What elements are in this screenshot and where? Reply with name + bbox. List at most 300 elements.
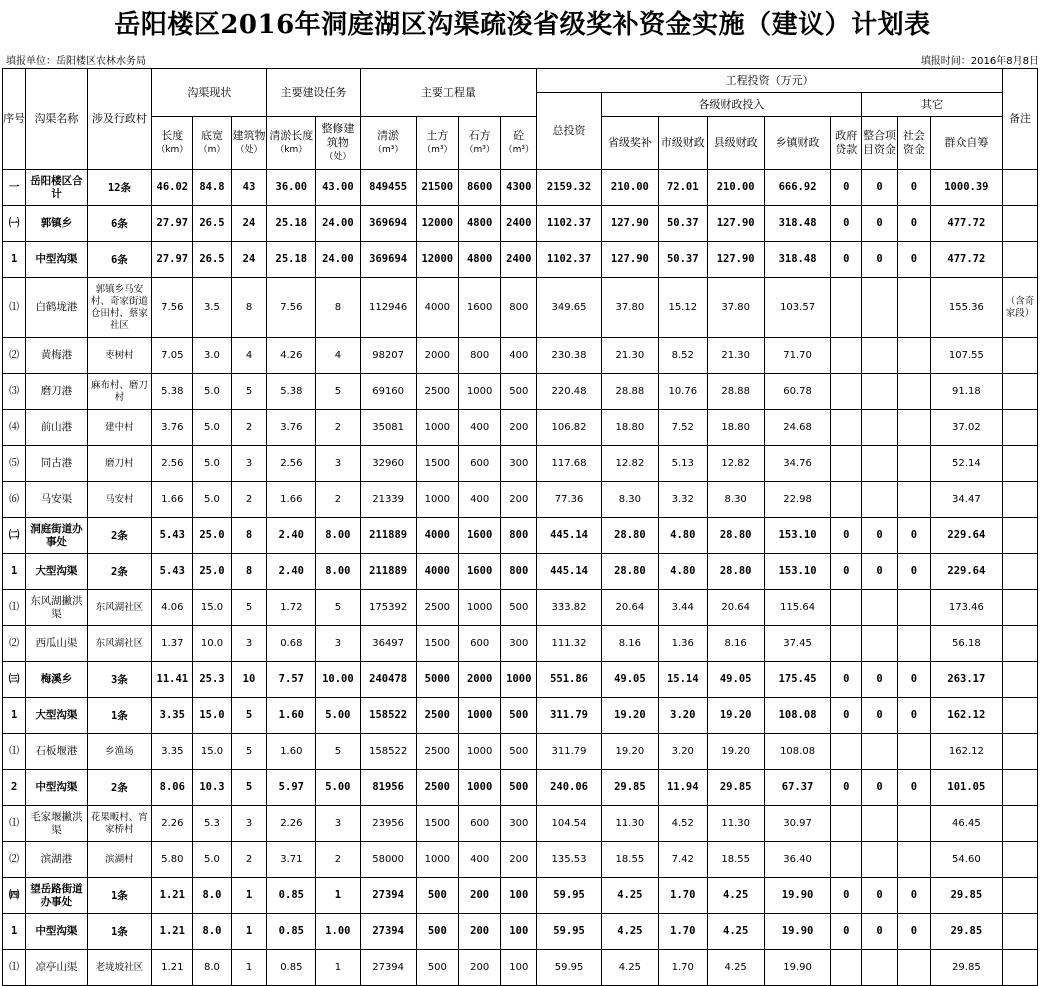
header-fiscal: 各级财政投入 xyxy=(601,93,861,117)
table-cell: ⑵ xyxy=(3,842,26,878)
table-cell xyxy=(862,590,898,626)
table-cell: 84.8 xyxy=(193,170,231,206)
table-cell: 2000 xyxy=(416,338,458,374)
table-cell: ㈡ xyxy=(3,518,26,554)
table-cell: 15.12 xyxy=(658,278,707,338)
table-cell xyxy=(898,734,931,770)
table-cell: 49.05 xyxy=(601,662,658,698)
table-cell xyxy=(1002,698,1037,734)
table-cell: 0 xyxy=(898,170,931,206)
table-cell: 0 xyxy=(831,770,862,806)
table-cell: 21500 xyxy=(416,170,458,206)
table-cell: 0 xyxy=(831,878,862,914)
table-cell: 1.36 xyxy=(658,626,707,662)
table-cell: 230.38 xyxy=(537,338,602,374)
table-cell: 0 xyxy=(831,662,862,698)
table-cell: 1.70 xyxy=(658,950,707,986)
table-cell: 5.0 xyxy=(193,374,231,410)
table-cell: ⑴ xyxy=(3,278,26,338)
table-cell: 7.56 xyxy=(267,278,316,338)
table-cell: 162.12 xyxy=(930,734,1002,770)
table-cell: ⑵ xyxy=(3,338,26,374)
table-cell: 800 xyxy=(501,554,537,590)
table-cell xyxy=(862,374,898,410)
table-cell: 马安村 xyxy=(87,482,152,518)
table-cell: 0 xyxy=(831,914,862,950)
table-cell: 2500 xyxy=(416,770,458,806)
table-cell: 400 xyxy=(458,482,500,518)
table-cell: 445.14 xyxy=(537,518,602,554)
table-cell: 7.56 xyxy=(152,278,193,338)
table-cell: 20.64 xyxy=(707,590,764,626)
table-cell: 3.76 xyxy=(267,410,316,446)
table-cell: 29.85 xyxy=(930,950,1002,986)
table-cell: 477.72 xyxy=(930,206,1002,242)
table-cell: 25.0 xyxy=(193,554,231,590)
header-width: 底宽 （m） xyxy=(193,117,231,170)
table-cell: 0 xyxy=(898,698,931,734)
table-cell: 滨湖港 xyxy=(26,842,87,878)
table-cell: 49.05 xyxy=(707,662,764,698)
table-row xyxy=(3,806,1038,842)
table-cell: 56.18 xyxy=(930,626,1002,662)
table-cell: 3.35 xyxy=(152,734,193,770)
table-cell: 0 xyxy=(898,770,931,806)
table-cell: 8 xyxy=(231,518,267,554)
table-cell: 中型沟渠 xyxy=(26,242,87,278)
table-cell: 211889 xyxy=(360,518,416,554)
table-cell: 0 xyxy=(898,554,931,590)
table-cell: 4.25 xyxy=(601,878,658,914)
table-cell: 3 xyxy=(231,626,267,662)
table-cell: 25.18 xyxy=(267,206,316,242)
table-cell: 28.80 xyxy=(601,554,658,590)
table-cell: 4 xyxy=(231,338,267,374)
table-cell: 15.0 xyxy=(193,698,231,734)
table-cell: 5.0 xyxy=(193,410,231,446)
table-cell: 220.48 xyxy=(537,374,602,410)
table-cell: 2400 xyxy=(501,242,537,278)
table-cell: 1.70 xyxy=(658,914,707,950)
table-cell: 1 xyxy=(231,878,267,914)
table-cell xyxy=(898,278,931,338)
table-cell: 173.46 xyxy=(930,590,1002,626)
table-cell: 0 xyxy=(862,698,898,734)
table-cell: ⑴ xyxy=(3,806,26,842)
table-cell: 46.02 xyxy=(152,170,193,206)
table-cell: 4 xyxy=(316,338,360,374)
table-cell: 2500 xyxy=(416,374,458,410)
table-cell: 18.80 xyxy=(601,410,658,446)
table-cell: 54.60 xyxy=(930,842,1002,878)
table-cell: 3 xyxy=(231,446,267,482)
table-cell: 229.64 xyxy=(930,518,1002,554)
table-cell: 1000 xyxy=(416,842,458,878)
table-cell: 600 xyxy=(458,626,500,662)
table-cell: ⑹ xyxy=(3,482,26,518)
table-cell: 5.00 xyxy=(316,698,360,734)
table-cell: ⑴ xyxy=(3,950,26,986)
table-cell xyxy=(831,626,862,662)
table-cell: 0 xyxy=(862,170,898,206)
table-cell: 300 xyxy=(501,446,537,482)
table-cell: 0 xyxy=(898,206,931,242)
table-cell: 666.92 xyxy=(764,170,831,206)
table-cell: 4300 xyxy=(501,170,537,206)
table-cell: 46.45 xyxy=(930,806,1002,842)
table-cell xyxy=(1002,806,1037,842)
table-cell: 1102.37 xyxy=(537,242,602,278)
table-cell: 1 xyxy=(231,914,267,950)
table-cell: 127.90 xyxy=(707,206,764,242)
table-cell xyxy=(898,842,931,878)
table-cell: 27.97 xyxy=(152,242,193,278)
table-cell: 5.38 xyxy=(152,374,193,410)
table-cell: 3.32 xyxy=(658,482,707,518)
table-cell xyxy=(1002,554,1037,590)
table-cell: 前山港 xyxy=(26,410,87,446)
table-cell: 23956 xyxy=(360,806,416,842)
table-row xyxy=(3,770,1038,806)
table-cell xyxy=(1002,338,1037,374)
table-cell: 72.01 xyxy=(658,170,707,206)
table-cell: 111.32 xyxy=(537,626,602,662)
table-cell: 3.71 xyxy=(267,842,316,878)
table-cell: 1 xyxy=(3,554,26,590)
table-cell: 花果畈村、宵家桥村 xyxy=(87,806,152,842)
table-cell: 35081 xyxy=(360,410,416,446)
table-cell: 445.14 xyxy=(537,554,602,590)
page-title: 岳阳楼区2016年洞庭湖区沟渠疏浚省级奖补资金实施（建议）计划表 xyxy=(114,10,931,40)
table-cell: 200 xyxy=(501,410,537,446)
table-cell: 1000 xyxy=(416,482,458,518)
table-cell: 59.95 xyxy=(537,914,602,950)
table-cell: 岳阳楼区合计 xyxy=(26,170,87,206)
table-cell: 18.55 xyxy=(707,842,764,878)
table-cell: 1600 xyxy=(458,554,500,590)
table-cell: 郭镇乡 xyxy=(26,206,87,242)
table-cell: 0.68 xyxy=(267,626,316,662)
table-cell: 115.64 xyxy=(764,590,831,626)
table-cell: 8.0 xyxy=(193,878,231,914)
table-cell: 22.98 xyxy=(764,482,831,518)
table-cell: 1条 xyxy=(87,878,152,914)
table-cell: 50.37 xyxy=(658,242,707,278)
table-cell: 7.57 xyxy=(267,662,316,698)
table-cell xyxy=(1002,626,1037,662)
table-cell xyxy=(831,446,862,482)
table-cell: 24.68 xyxy=(764,410,831,446)
table-row xyxy=(3,338,1038,374)
table-cell: 37.80 xyxy=(601,278,658,338)
table-cell: 0 xyxy=(862,770,898,806)
table-cell: 西瓜山渠 xyxy=(26,626,87,662)
table-cell: 8.0 xyxy=(193,950,231,986)
table-cell: ⑷ xyxy=(3,410,26,446)
table-cell: 19.20 xyxy=(707,734,764,770)
table-cell: 8.30 xyxy=(601,482,658,518)
table-cell: 4000 xyxy=(416,518,458,554)
table-cell: 5 xyxy=(231,734,267,770)
table-cell: 2159.32 xyxy=(537,170,602,206)
table-cell: 3条 xyxy=(87,662,152,698)
table-cell: 19.90 xyxy=(764,878,831,914)
header-town: 乡镇财政 xyxy=(764,117,831,170)
table-cell: 老垅坡社区 xyxy=(87,950,152,986)
table-cell: 15.14 xyxy=(658,662,707,698)
table-cell: 5 xyxy=(231,770,267,806)
table-cell xyxy=(898,410,931,446)
table-cell: ⑴ xyxy=(3,734,26,770)
table-cell: 21.30 xyxy=(707,338,764,374)
table-cell: 2.56 xyxy=(267,446,316,482)
table-cell: 2 xyxy=(316,842,360,878)
header-works: 主要工程量 xyxy=(360,69,537,117)
table-cell xyxy=(1002,842,1037,878)
table-cell: 2 xyxy=(231,482,267,518)
header-county: 县级财政 xyxy=(707,117,764,170)
table-cell: 0.85 xyxy=(267,878,316,914)
header-mass: 群众自筹 xyxy=(930,117,1002,170)
table-cell: 1000 xyxy=(501,662,537,698)
table-cell: 8.30 xyxy=(707,482,764,518)
table-cell xyxy=(862,950,898,986)
table-cell: 3 xyxy=(316,446,360,482)
table-cell: 梅溪乡 xyxy=(26,662,87,698)
table-cell: （含奇家段） xyxy=(1002,278,1037,338)
table-cell: 马安渠 xyxy=(26,482,87,518)
table-cell: 2 xyxy=(231,410,267,446)
table-cell: 0.85 xyxy=(267,950,316,986)
table-row xyxy=(3,950,1038,986)
table-cell: 77.36 xyxy=(537,482,602,518)
table-cell: 1 xyxy=(316,950,360,986)
table-cell: 127.90 xyxy=(601,206,658,242)
table-cell: 0 xyxy=(862,242,898,278)
table-cell: ⑸ xyxy=(3,446,26,482)
table-cell: 800 xyxy=(501,278,537,338)
table-cell: 5 xyxy=(316,590,360,626)
table-cell: 98207 xyxy=(360,338,416,374)
table-cell: 12.82 xyxy=(601,446,658,482)
table-cell: 240478 xyxy=(360,662,416,698)
table-cell: 18.80 xyxy=(707,410,764,446)
header-repair: 整修建筑物 （处） xyxy=(316,117,360,170)
table-cell: 34.47 xyxy=(930,482,1002,518)
table-cell: 106.82 xyxy=(537,410,602,446)
table-cell: 磨刀村 xyxy=(87,446,152,482)
table-cell: 19.20 xyxy=(601,734,658,770)
table-row xyxy=(3,878,1038,914)
table-cell: 4.25 xyxy=(707,914,764,950)
table-cell: 同古港 xyxy=(26,446,87,482)
table-cell xyxy=(831,338,862,374)
header-dredge-length: 清淤长度 （km） xyxy=(267,117,316,170)
table-cell: 300 xyxy=(501,806,537,842)
table-cell: 158522 xyxy=(360,734,416,770)
table-cell: 洞庭街道办事处 xyxy=(26,518,87,554)
table-cell: 27394 xyxy=(360,878,416,914)
table-cell xyxy=(1002,734,1037,770)
table-cell: 3.44 xyxy=(658,590,707,626)
table-cell: 8.16 xyxy=(601,626,658,662)
table-cell: 2 xyxy=(316,410,360,446)
table-cell: 50.37 xyxy=(658,206,707,242)
table-cell: 29.85 xyxy=(707,770,764,806)
table-cell: 34.76 xyxy=(764,446,831,482)
table-cell: 300 xyxy=(501,626,537,662)
table-cell: 3.0 xyxy=(193,338,231,374)
table-row xyxy=(3,626,1038,662)
table-cell: 大型沟渠 xyxy=(26,698,87,734)
table-cell: 1000 xyxy=(458,770,500,806)
table-cell: 200 xyxy=(501,482,537,518)
table-cell: 2000 xyxy=(458,662,500,698)
table-cell: 8.00 xyxy=(316,518,360,554)
table-cell: 200 xyxy=(458,914,500,950)
table-cell: 27394 xyxy=(360,950,416,986)
table-cell: ㈠ xyxy=(3,206,26,242)
table-cell: 5.97 xyxy=(267,770,316,806)
table-cell: 200 xyxy=(458,950,500,986)
table-cell: 5.3 xyxy=(193,806,231,842)
table-cell: 8 xyxy=(231,278,267,338)
table-cell: 4.52 xyxy=(658,806,707,842)
table-cell: 15.0 xyxy=(193,734,231,770)
header-remark: 备注 xyxy=(1002,69,1037,170)
table-cell: 4.25 xyxy=(601,914,658,950)
table-cell xyxy=(831,806,862,842)
table-cell: 1.21 xyxy=(152,914,193,950)
table-cell: 磨刀港 xyxy=(26,374,87,410)
table-cell: ㈣ xyxy=(3,878,26,914)
table-cell xyxy=(898,482,931,518)
table-cell: 11.94 xyxy=(658,770,707,806)
table-cell: 1000 xyxy=(458,734,500,770)
table-cell: 108.08 xyxy=(764,698,831,734)
table-cell: 59.95 xyxy=(537,950,602,986)
table-cell xyxy=(831,842,862,878)
table-cell: 0 xyxy=(831,698,862,734)
table-cell: ⑶ xyxy=(3,374,26,410)
table-cell: 800 xyxy=(458,338,500,374)
table-cell: 1 xyxy=(3,242,26,278)
table-row xyxy=(3,662,1038,698)
table-cell: 5.38 xyxy=(267,374,316,410)
header-loan: 政府贷款 xyxy=(831,117,862,170)
table-cell xyxy=(898,374,931,410)
table-cell: 158522 xyxy=(360,698,416,734)
table-cell: 1000 xyxy=(416,410,458,446)
table-body xyxy=(3,170,1038,986)
table-cell: 32960 xyxy=(360,446,416,482)
table-cell: 5 xyxy=(316,374,360,410)
table-cell: 石板堰港 xyxy=(26,734,87,770)
table-cell: 162.12 xyxy=(930,698,1002,734)
table-cell: 37.02 xyxy=(930,410,1002,446)
table-cell: 318.48 xyxy=(764,242,831,278)
table-cell xyxy=(831,374,862,410)
table-cell: 4.25 xyxy=(601,950,658,986)
table-cell: 建中村 xyxy=(87,410,152,446)
table-cell: 黄梅港 xyxy=(26,338,87,374)
table-cell: 29.85 xyxy=(601,770,658,806)
header-buildings: 建筑物 （处） xyxy=(231,117,267,170)
table-cell: 5.13 xyxy=(658,446,707,482)
table-row xyxy=(3,518,1038,554)
table-cell xyxy=(1002,950,1037,986)
table-cell: 2 xyxy=(231,842,267,878)
table-cell: 3 xyxy=(316,626,360,662)
table-cell: 127.90 xyxy=(601,242,658,278)
table-cell: 一 xyxy=(3,170,26,206)
plan-table xyxy=(2,68,1038,986)
table-cell: 10.00 xyxy=(316,662,360,698)
table-row xyxy=(3,278,1038,338)
table-cell: 117.68 xyxy=(537,446,602,482)
table-cell: 311.79 xyxy=(537,734,602,770)
table-cell xyxy=(1002,914,1037,950)
table-cell: 19.90 xyxy=(764,950,831,986)
table-cell: 1.00 xyxy=(316,914,360,950)
table-cell: 24.00 xyxy=(316,242,360,278)
table-cell: 4.25 xyxy=(707,878,764,914)
table-cell xyxy=(1002,446,1037,482)
table-cell: 1500 xyxy=(416,626,458,662)
table-cell: 1000.39 xyxy=(930,170,1002,206)
table-cell: 60.78 xyxy=(764,374,831,410)
table-row xyxy=(3,374,1038,410)
table-cell: 0 xyxy=(862,662,898,698)
table-cell: 24 xyxy=(231,206,267,242)
header-village: 涉及行政村 xyxy=(87,69,152,170)
table-row xyxy=(3,170,1038,206)
table-cell xyxy=(898,626,931,662)
table-cell: 58000 xyxy=(360,842,416,878)
table-cell xyxy=(862,446,898,482)
table-row xyxy=(3,446,1038,482)
table-cell: 1.21 xyxy=(152,950,193,986)
table-cell: 8.00 xyxy=(316,554,360,590)
table-cell: 10 xyxy=(231,662,267,698)
table-cell xyxy=(831,482,862,518)
table-cell: 200 xyxy=(458,878,500,914)
table-cell: 19.90 xyxy=(764,914,831,950)
table-cell: 4.25 xyxy=(707,950,764,986)
table-cell: 37.80 xyxy=(707,278,764,338)
table-cell: 东风湖社区 xyxy=(87,590,152,626)
table-cell: 19.20 xyxy=(707,698,764,734)
header-invest: 工程投资（万元） xyxy=(537,69,1003,93)
table-cell: 43 xyxy=(231,170,267,206)
table-row xyxy=(3,206,1038,242)
table-cell xyxy=(1002,170,1037,206)
table-cell: 29.85 xyxy=(930,878,1002,914)
table-cell: 153.10 xyxy=(764,518,831,554)
table-cell: 67.37 xyxy=(764,770,831,806)
table-cell: 7.05 xyxy=(152,338,193,374)
table-cell: 27.97 xyxy=(152,206,193,242)
table-cell xyxy=(1002,242,1037,278)
table-cell: 369694 xyxy=(360,242,416,278)
table-cell: 3 xyxy=(231,806,267,842)
table-cell: 26.5 xyxy=(193,206,231,242)
table-cell: 2 xyxy=(3,770,26,806)
table-cell: 2.26 xyxy=(267,806,316,842)
table-cell: 400 xyxy=(501,338,537,374)
table-cell xyxy=(898,446,931,482)
table-cell: 凉亭山渠 xyxy=(26,950,87,986)
